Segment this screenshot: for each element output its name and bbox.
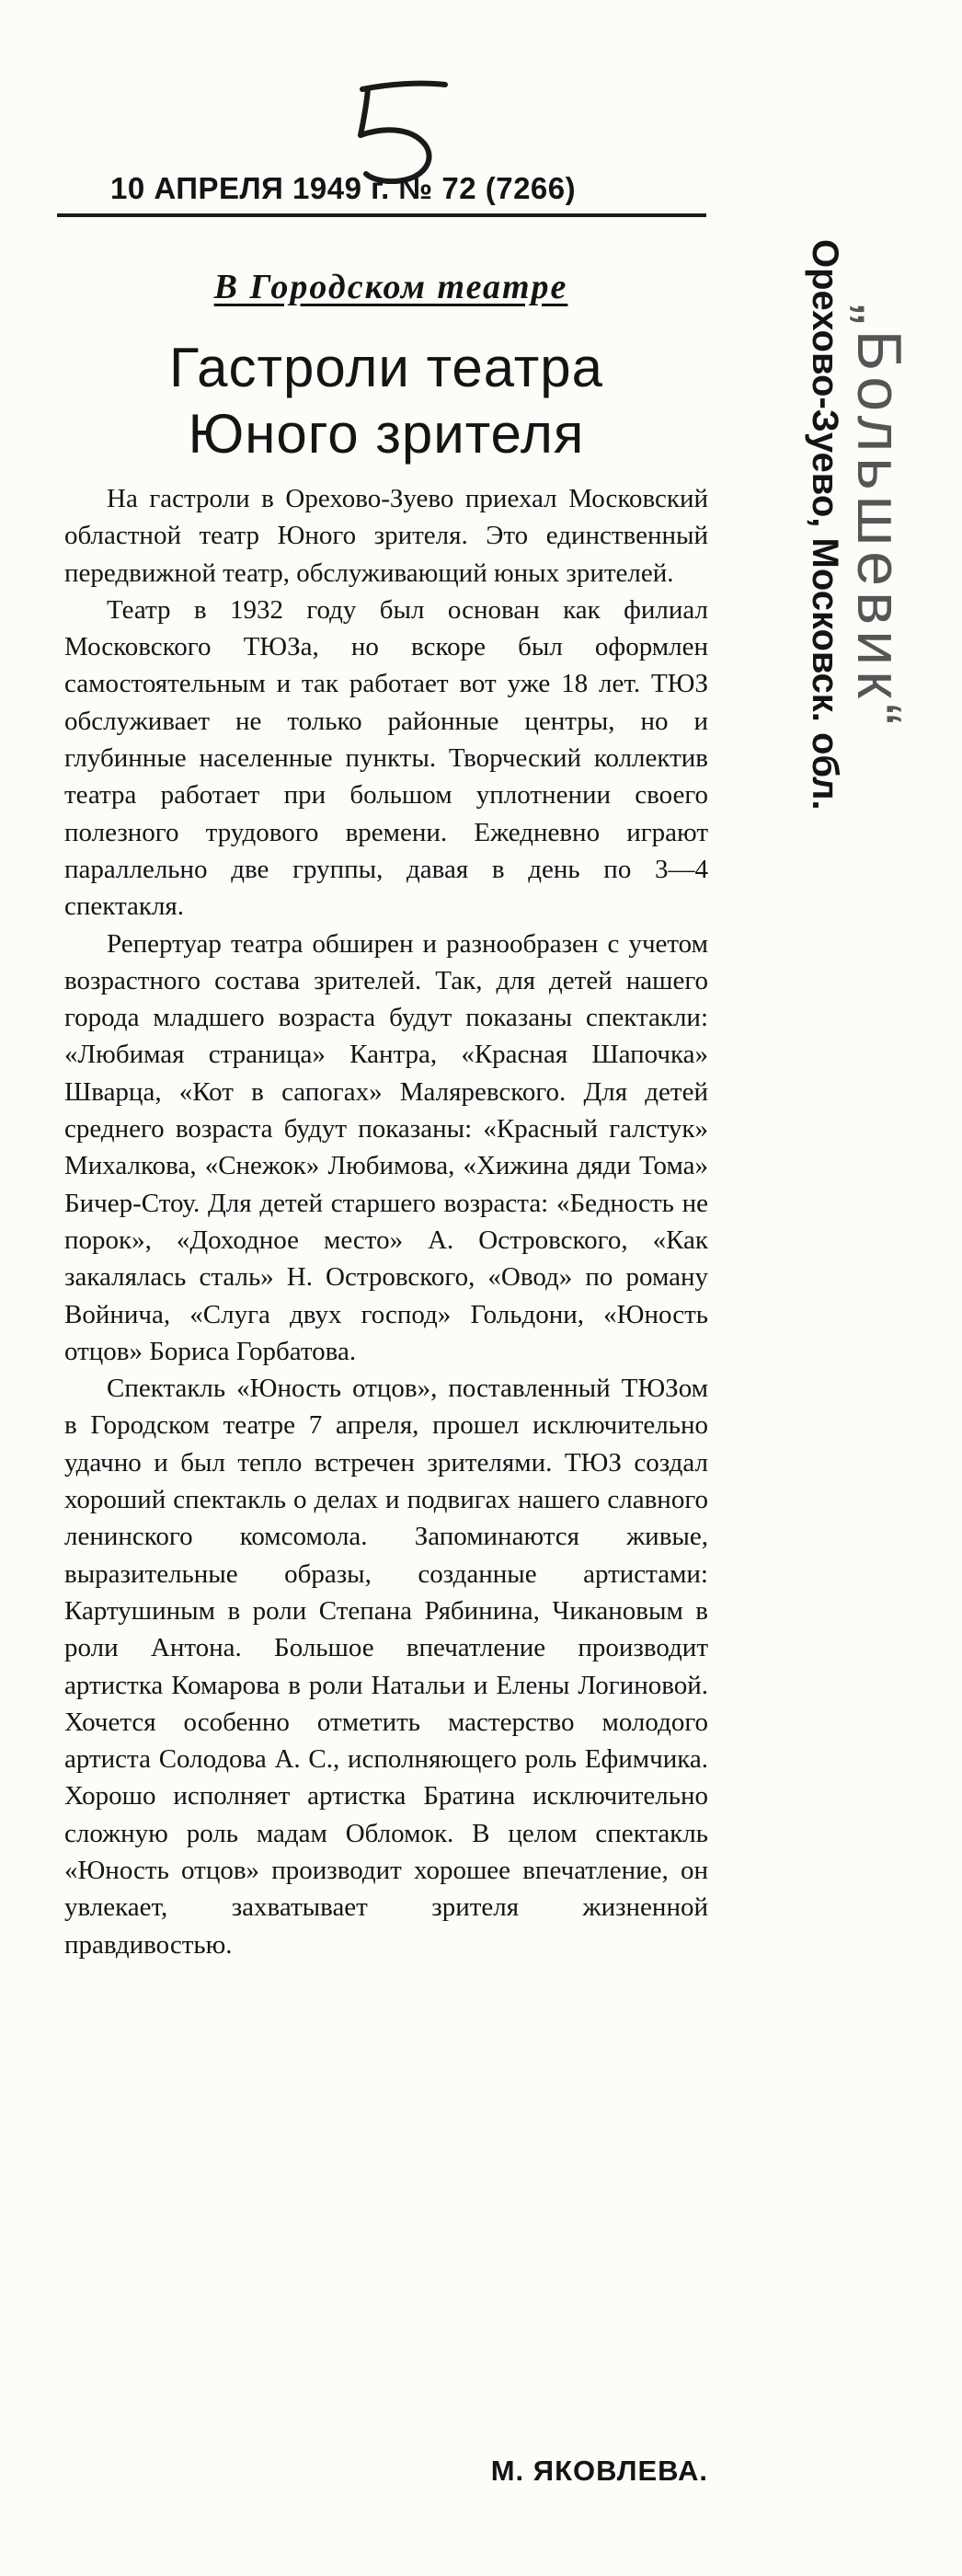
headline-line-1: Гастроли театра — [168, 337, 604, 398]
article-paragraph-2: Театр в 1932 году был основан как филиал Московского ТЮЗа, но вскоре был оформлен самостоятельным и так работает вот уже 18 лет. ТЮЗ обслуживает не только районные центры, но и глубинные населенные пункты. Творческий коллектив театра работает при большом уплотнении своего полезного трудового времени. Ежедневно играют параллельно две группы, давая в день по 3—4 спектакля. — [64, 594, 708, 922]
section-heading: В Городском театре — [213, 268, 568, 306]
issue-dateline: 10 АПРЕЛЯ 1949 г. № 72 (7266) — [110, 171, 577, 205]
headline-line-2: Юного зрителя — [188, 403, 585, 465]
header-rule — [57, 213, 706, 217]
handwritten-five-mark — [346, 78, 452, 184]
article-paragraph-4: Спектакль «Юность отцов», поставленный ТЮЗом в Городском театре 7 апреля, прошел исключительно удачно и был тепло встречен зрителями. ТЮЗ создал хороший спектакль о делах и подвигах нашего славного ленинского комсомола. Запоминаются живые, выразительные образы, созданные артистами: Картушиным в роли Степана Рябинина, Чикановым в роли Антона. Большое впечатление производит артистка Комарова в роли Натальи и Елены Логиновой. Хочется особенно отметить мастерство молодого артиста Солодова А. С., исполняющего роль Ефимчика. Хорошо исполняет артистка Братина исключительно сложную роль мадам Обломок. В целом спектакль «Юность отцов» производит хорошее впечатление, он увлекает, захватывает зрителя жизненной правдивостью. — [64, 1374, 708, 1960]
article-paragraph-3: Репертуар театра обширен и разнообразен с учетом возрастного состава зрителей. Так, для детей нашего города младшего возраста будут показаны спектакли: «Любимая страница» Кантра, «Красная Шапочка» Шварца, «Кот в сапогах» Маляревского. Для детей среднего возраста будут показаны: «Красный галстук» Михалкова, «Снежок» Любимова, «Хижина дяди Тома» Бичер-Стоу. Для детей старшего возраста: «Бедность не порок», «Доходное место» А. Островского, «Как закалялась сталь» Н. Островского, «Овод» по роману Войнича, «Слуга двух господ» Гольдони, «Юность отцов» Бориса Горбатова. — [64, 928, 708, 1366]
source-annotation: Орехово-Зуево, Московск. обл. — [805, 239, 845, 811]
article-body — [64, 480, 708, 1963]
newspaper-stamp: „Большевик“ — [844, 304, 914, 730]
author-signature: М. ЯКОВЛЕВА. — [490, 2455, 708, 2487]
article-paragraph-1: На гастроли в Орехово-Зуево приехал Московский областной театр Юного зрителя. Это единственный передвижной театр, обслуживающий юных зрителей. — [64, 484, 708, 588]
article-headline — [101, 335, 671, 467]
